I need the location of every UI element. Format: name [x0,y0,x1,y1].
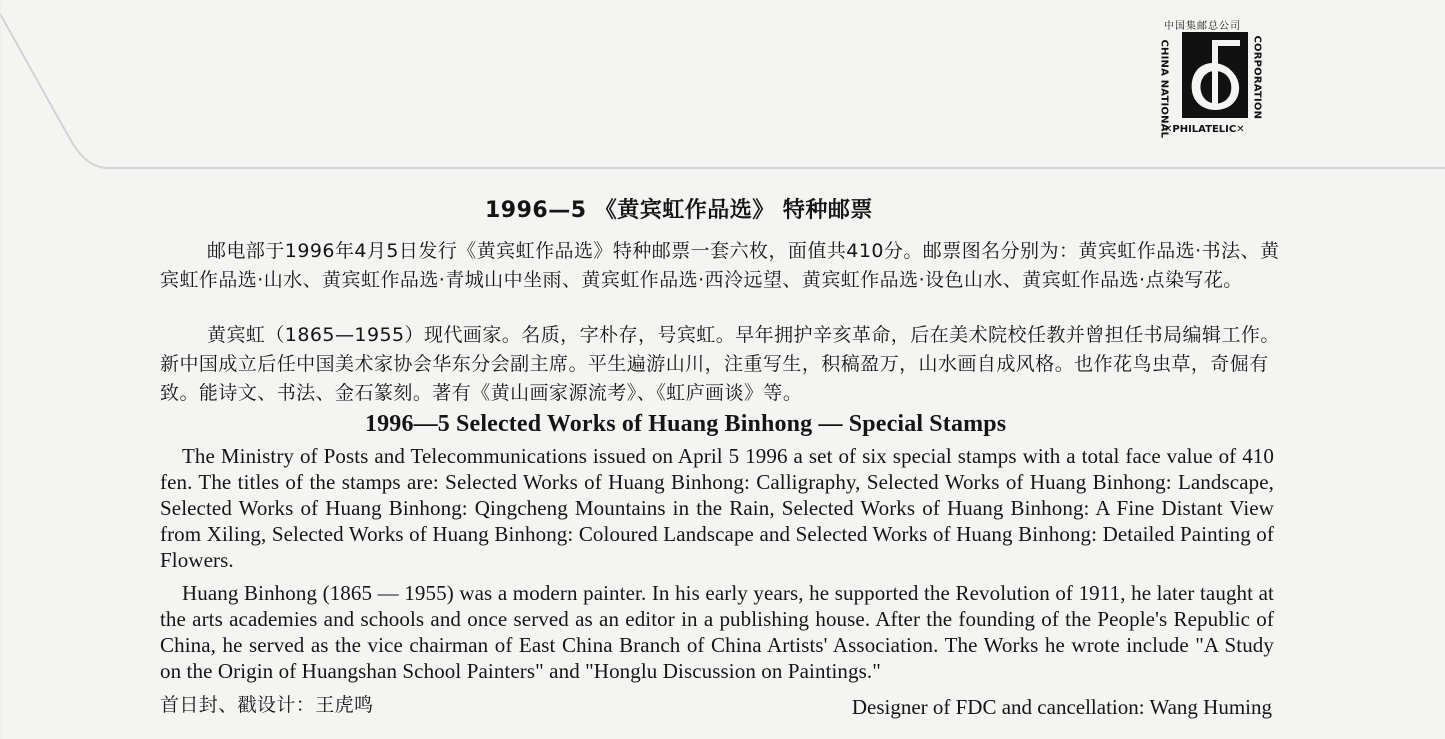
logo-right-caption: CORPORATION [1251,35,1263,120]
philatelic-logo-mark [1182,32,1248,118]
english-issue-description: The Ministry of Posts and Telecommunications issued on April 5 1996 a set of six special stamps with a total face value of 410 fen. The titles of the stamps are: Selected Works of Huang Binhong: Calligraphy, Selected Works of Huang Binhong: Landscape, Selected Works of Huang Binhong: Qingcheng Mountains in the Rain, Selected Works of Huang Binhong: A Fine Distant View from Xiling, Selected Works of Huang Binhong: Coloured Landscape and Selected Works of Huang Binhong: Detailed Painting of Flowers. [160,444,1274,572]
logo-bottom-caption: ✕PHILATELIC✕ [1164,124,1245,135]
chinese-title: 1996—5 《黄宾虹作品选》 特种邮票 [485,198,873,223]
chinese-designer-credit: 首日封、戳设计：王虎鸣 [160,694,374,716]
logo-left-caption: CHINA NATIONAL [1158,39,1170,139]
chinese-issue-description: 邮电部于1996年4月5日发行《黄宾虹作品选》特种邮票一套六枚，面值共410分。邮票图名分别为：黄宾虹作品选·书法、黄宾虹作品选·山水、黄宾虹作品选·青城山中坐雨、黄宾虹作品选·西泠远望、黄宾虹作品选·设色山水、黄宾虹作品选·点染写花。 [160,240,1280,291]
english-title: 1996—5 Selected Works of Huang Binhong — Special Stamps [365,411,1007,437]
english-designer-credit: Designer of FDC and cancellation: Wang Huming [851,695,1272,719]
philatelic-emblem-icon [1182,32,1248,118]
english-artist-biography: Huang Binhong (1865 — 1955) was a modern painter. In his early years, he supported the Revolution of 1911, he later taught at the arts academies and schools and once served as an editor in a publishing house. After the founding of the People's Republic of China, he served as the vice chairman of East China Branch of China Artists' Association. The Works he wrote include "A Study on the Origin of Huangshan School Painters" and "Honglu Discussion on Paintings." [160,581,1274,683]
logo-chinese-caption: 中国集邮总公司 [1164,21,1241,32]
chinese-artist-biography: 黄宾虹（1865—1955）现代画家。名质，字朴存，号宾虹。早年拥护辛亥革命，后在美术院校任教并曾担任书局编辑工作。新中国成立后任中国美术家协会华东分会副主席。平生遍游山川，注重写生，积稿盈万，山水画自成风格。也作花鸟虫草，奇倔有致。能诗文、书法、金石篆刻。著有《黄山画家源流考》、《虹庐画谈》等。 [160,324,1280,404]
china-national-philatelic-logo [1158,17,1263,141]
